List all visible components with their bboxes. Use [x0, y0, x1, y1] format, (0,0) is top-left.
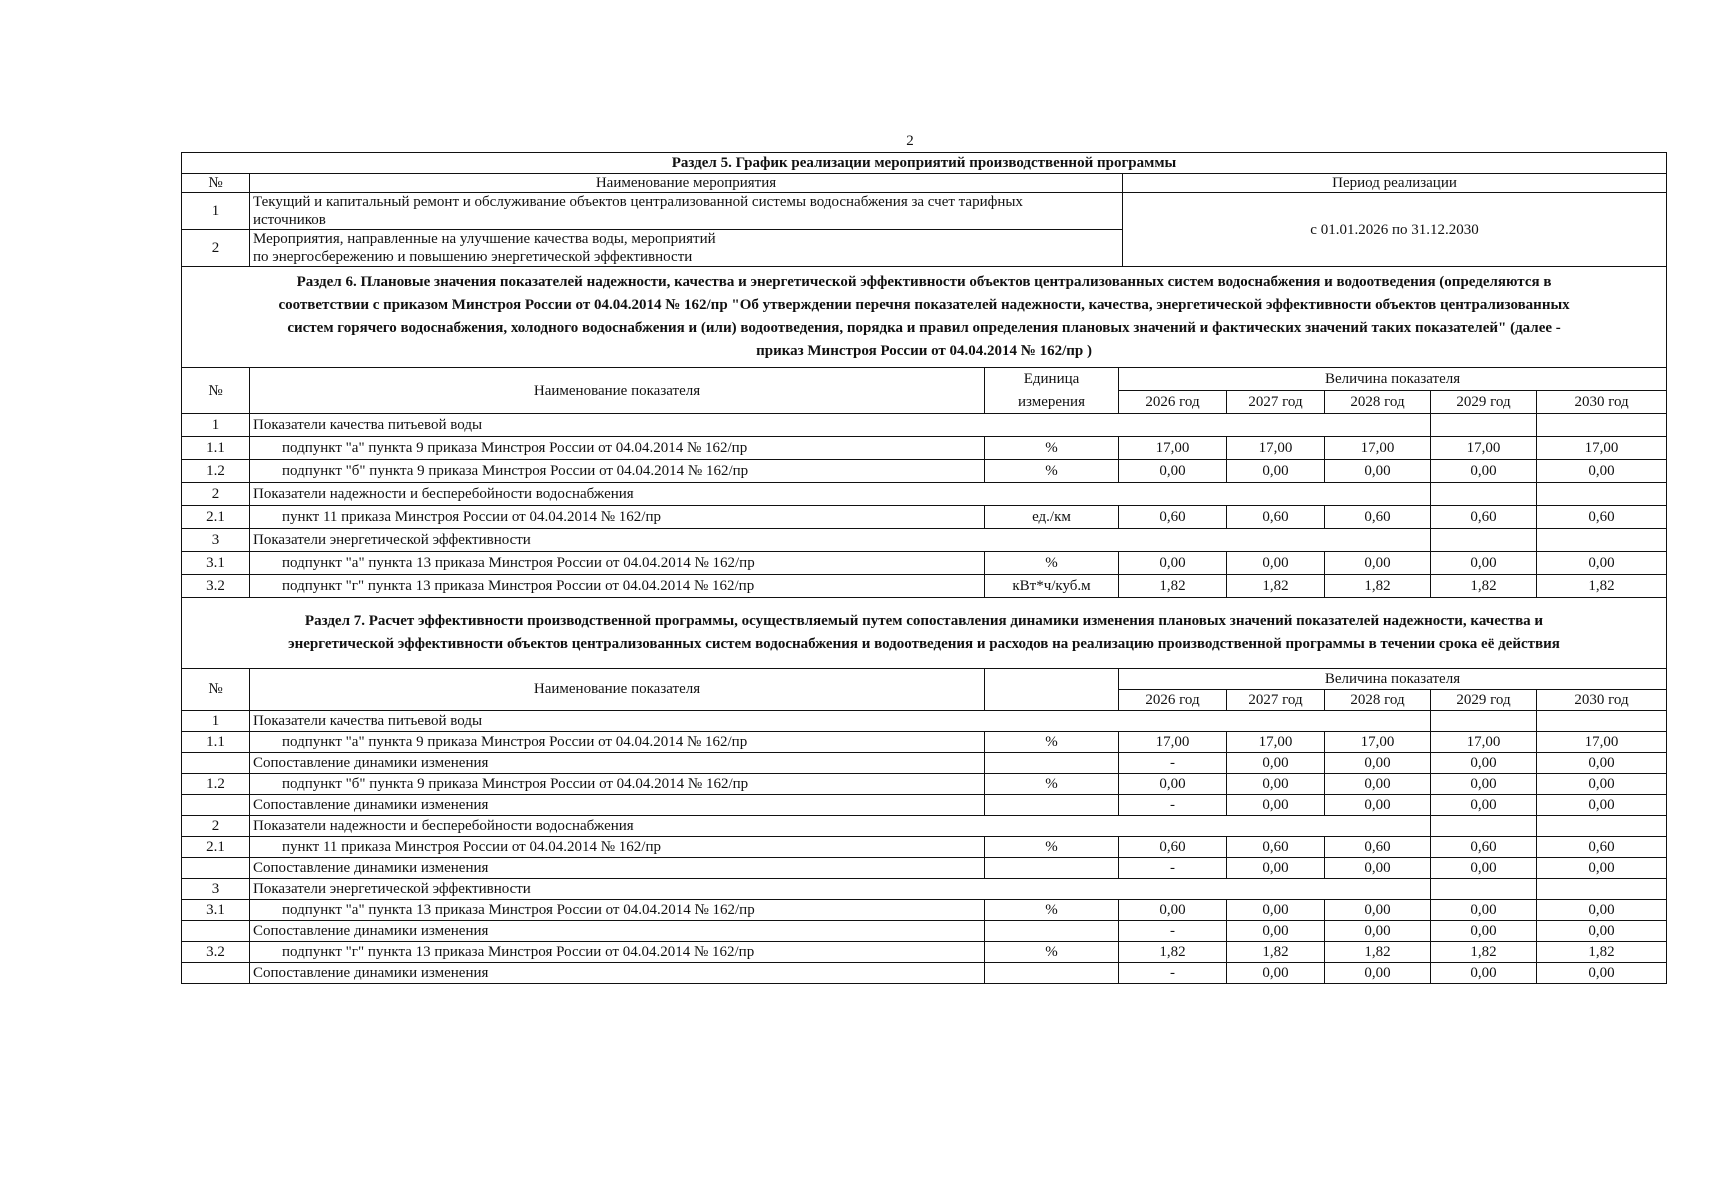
indicator-name: подпункт "а" пункта 13 приказа Минстроя России от 04.04.2014 № 162/пр	[250, 900, 985, 921]
section7-year: 2028 год	[1325, 690, 1431, 711]
comparison-label: Сопоставление динамики изменения	[250, 753, 985, 774]
section6-col-unit: Единица	[985, 368, 1119, 391]
section7-year: 2026 год	[1119, 690, 1227, 711]
unit-cell: ед./км	[985, 506, 1119, 529]
value-cell: 0,00	[1227, 921, 1325, 942]
value-cell: 0,60	[1325, 837, 1431, 858]
comparison-row	[182, 921, 1667, 942]
value-cell: 0,00	[1537, 552, 1667, 575]
section6-year: 2029 год	[1431, 391, 1537, 414]
value-cell: 1,82	[1431, 575, 1537, 598]
row-number	[182, 795, 250, 816]
page-number: 2	[906, 133, 914, 149]
section7-col-no: №	[182, 669, 250, 711]
empty-cell	[1431, 483, 1537, 506]
unit-cell	[985, 921, 1119, 942]
group-name: Показатели качества питьевой воды	[250, 711, 1431, 732]
group-name: Показатели надежности и бесперебойности водоснабжения	[250, 483, 1431, 506]
empty-cell	[1431, 414, 1537, 437]
value-cell: 0,00	[1119, 900, 1227, 921]
value-cell: 0,60	[1325, 506, 1431, 529]
value-cell: 0,00	[1325, 795, 1431, 816]
value-cell: 0,00	[1227, 795, 1325, 816]
value-cell: 17,00	[1431, 437, 1537, 460]
section5-row-line: по энергосбережению и повышению энергетической эффективности	[253, 249, 693, 265]
value-cell: 0,00	[1537, 858, 1667, 879]
value-cell: 0,00	[1431, 921, 1537, 942]
value-cell: -	[1119, 963, 1227, 984]
group-row	[182, 414, 1667, 437]
row-number: 1.2	[182, 460, 250, 483]
unit-cell: %	[985, 774, 1119, 795]
section5-row-no: 1	[182, 193, 250, 230]
row-number: 1.1	[182, 732, 250, 753]
value-cell: 0,60	[1119, 506, 1227, 529]
value-cell: 0,00	[1431, 774, 1537, 795]
section6-col-no: №	[182, 368, 250, 414]
indicator-row	[182, 942, 1667, 963]
group-name: Показатели качества питьевой воды	[250, 414, 1431, 437]
value-cell: 0,60	[1227, 506, 1325, 529]
comparison-row	[182, 963, 1667, 984]
value-cell: 17,00	[1537, 732, 1667, 753]
group-row	[182, 711, 1667, 732]
value-cell: 1,82	[1119, 942, 1227, 963]
indicator-row	[182, 460, 1667, 483]
comparison-row	[182, 753, 1667, 774]
section7-title	[182, 598, 1667, 669]
comparison-row	[182, 795, 1667, 816]
value-cell: 17,00	[1431, 732, 1537, 753]
row-number: 1.2	[182, 774, 250, 795]
comparison-label: Сопоставление динамики изменения	[250, 858, 985, 879]
empty-cell	[1431, 816, 1537, 837]
unit-cell	[985, 963, 1119, 984]
unit-cell	[985, 753, 1119, 774]
value-cell: 17,00	[1119, 732, 1227, 753]
indicator-name: подпункт "б" пункта 9 приказа Минстроя России от 04.04.2014 № 162/пр	[250, 460, 985, 483]
value-cell: 0,60	[1119, 837, 1227, 858]
value-cell: 1,82	[1537, 942, 1667, 963]
row-number: 3.2	[182, 942, 250, 963]
value-cell: 0,00	[1119, 460, 1227, 483]
value-cell: 0,00	[1537, 460, 1667, 483]
value-cell: 0,60	[1431, 506, 1537, 529]
empty-cell	[1537, 414, 1667, 437]
indicator-name: подпункт "а" пункта 13 приказа Минстроя России от 04.04.2014 № 162/пр	[250, 552, 985, 575]
value-cell: -	[1119, 795, 1227, 816]
section7-title-line: Раздел 7. Расчет эффективности производственной программы, осуществляемый путем сопоставления динамики изменения плановых значений показателей надежности, качества и	[304, 613, 1544, 629]
section7-col-value: Величина показателя	[1119, 669, 1667, 690]
section6-title-line: соответствии с приказом Минстроя России от 04.04.2014 № 162/пр "Об утверждении перечня показателей надежности, качества, энергетической эффективности объектов централизованных	[278, 297, 1570, 313]
indicator-row	[182, 900, 1667, 921]
group-row	[182, 529, 1667, 552]
section5-col-no: №	[182, 174, 250, 193]
value-cell: 17,00	[1537, 437, 1667, 460]
value-cell: 0,00	[1431, 753, 1537, 774]
unit-cell: %	[985, 942, 1119, 963]
unit-cell: %	[985, 900, 1119, 921]
indicator-name: пункт 11 приказа Минстроя России от 04.04.2014 № 162/пр	[250, 837, 985, 858]
value-cell: 0,00	[1537, 753, 1667, 774]
value-cell: 0,00	[1537, 795, 1667, 816]
indicator-name: подпункт "г" пункта 13 приказа Минстроя России от 04.04.2014 № 162/пр	[250, 575, 985, 598]
section6-year: 2028 год	[1325, 391, 1431, 414]
section6-year: 2027 год	[1227, 391, 1325, 414]
section6-year: 2026 год	[1119, 391, 1227, 414]
unit-cell: %	[985, 732, 1119, 753]
section5-row-no: 2	[182, 230, 250, 267]
indicator-name: подпункт "а" пункта 9 приказа Минстроя России от 04.04.2014 № 162/пр	[250, 437, 985, 460]
section5-col-name: Наименование мероприятия	[250, 174, 1123, 193]
section7-year: 2029 год	[1431, 690, 1537, 711]
value-cell: 1,82	[1227, 575, 1325, 598]
indicator-name: подпункт "б" пункта 9 приказа Минстроя России от 04.04.2014 № 162/пр	[250, 774, 985, 795]
value-cell: 0,00	[1119, 552, 1227, 575]
value-cell: 17,00	[1325, 732, 1431, 753]
section5-row-name	[250, 193, 1123, 230]
value-cell: 1,82	[1227, 942, 1325, 963]
empty-cell	[1537, 529, 1667, 552]
section6-table	[181, 267, 1667, 598]
value-cell: 1,82	[1431, 942, 1537, 963]
empty-cell	[1537, 879, 1667, 900]
value-cell: 0,00	[1325, 774, 1431, 795]
value-cell: 0,00	[1325, 900, 1431, 921]
value-cell: 0,00	[1227, 774, 1325, 795]
section7-title-line: энергетической эффективности объектов централизованных систем водоснабжения и водоотведения и расходов на реализацию производственной программы в течении срока её действия	[288, 636, 1560, 652]
value-cell: 0,00	[1325, 460, 1431, 483]
unit-cell: %	[985, 437, 1119, 460]
unit-cell: кВт*ч/куб.м	[985, 575, 1119, 598]
empty-cell	[1431, 879, 1537, 900]
value-cell: 0,00	[1431, 963, 1537, 984]
document-body	[181, 152, 1666, 984]
section5-title: Раздел 5. График реализации мероприятий производственной программы	[182, 153, 1667, 174]
comparison-label: Сопоставление динамики изменения	[250, 795, 985, 816]
value-cell: 0,00	[1537, 774, 1667, 795]
empty-cell	[1537, 483, 1667, 506]
value-cell: 17,00	[1325, 437, 1431, 460]
value-cell: 0,00	[1325, 921, 1431, 942]
value-cell: 0,00	[1431, 552, 1537, 575]
indicator-row	[182, 575, 1667, 598]
unit-cell	[985, 858, 1119, 879]
indicator-name: пункт 11 приказа Минстроя России от 04.04.2014 № 162/пр	[250, 506, 985, 529]
value-cell: 1,82	[1119, 575, 1227, 598]
value-cell: 17,00	[1119, 437, 1227, 460]
section7-col-unit	[985, 669, 1119, 711]
row-number: 3.2	[182, 575, 250, 598]
value-cell: -	[1119, 858, 1227, 879]
row-number	[182, 753, 250, 774]
section6-rows	[182, 414, 1667, 598]
unit-cell	[985, 795, 1119, 816]
value-cell: 0,00	[1227, 753, 1325, 774]
section5-row-line: Текущий и капитальный ремонт и обслуживание объектов централизованной системы водоснабжения за счет тарифных	[253, 194, 1023, 210]
row-number: 1	[182, 711, 250, 732]
section6-col-value: Величина показателя	[1119, 368, 1667, 391]
value-cell: 0,00	[1431, 858, 1537, 879]
comparison-label: Сопоставление динамики изменения	[250, 963, 985, 984]
value-cell: 0,60	[1537, 506, 1667, 529]
section7-col-name: Наименование показателя	[250, 669, 985, 711]
value-cell: 0,00	[1325, 858, 1431, 879]
row-number: 2	[182, 816, 250, 837]
value-cell: 1,82	[1325, 575, 1431, 598]
indicator-row	[182, 732, 1667, 753]
unit-cell: %	[985, 552, 1119, 575]
row-number: 2	[182, 483, 250, 506]
section7-year: 2030 год	[1537, 690, 1667, 711]
value-cell: -	[1119, 753, 1227, 774]
value-cell: 0,60	[1227, 837, 1325, 858]
comparison-row	[182, 858, 1667, 879]
value-cell: 0,00	[1119, 774, 1227, 795]
value-cell: 0,60	[1537, 837, 1667, 858]
group-name: Показатели энергетической эффективности	[250, 879, 1431, 900]
section5-row-line: источников	[253, 212, 326, 228]
value-cell: 17,00	[1227, 732, 1325, 753]
value-cell: 0,00	[1227, 552, 1325, 575]
section6-title-line: приказ Минстроя России от 04.04.2014 № 162/пр )	[756, 343, 1093, 359]
value-cell: 17,00	[1227, 437, 1325, 460]
comparison-label: Сопоставление динамики изменения	[250, 921, 985, 942]
row-number: 1	[182, 414, 250, 437]
section5-col-period: Период реализации	[1123, 174, 1667, 193]
row-number: 3	[182, 529, 250, 552]
section6-year: 2030 год	[1537, 391, 1667, 414]
row-number: 3.1	[182, 900, 250, 921]
value-cell: 0,00	[1431, 795, 1537, 816]
row-number: 2.1	[182, 837, 250, 858]
section7-rows	[182, 711, 1667, 984]
section5-table	[181, 152, 1667, 267]
section6-col-name: Наименование показателя	[250, 368, 985, 414]
indicator-row	[182, 774, 1667, 795]
section6-title-line: Раздел 6. Плановые значения показателей надежности, качества и энергетической эффективности объектов централизованных систем водоснабжения и водоотведения (определяются в	[296, 274, 1552, 290]
empty-cell	[1537, 816, 1667, 837]
empty-cell	[1431, 711, 1537, 732]
section7-table	[181, 598, 1667, 984]
row-number: 3	[182, 879, 250, 900]
value-cell: 0,00	[1227, 900, 1325, 921]
value-cell: 0,00	[1325, 753, 1431, 774]
indicator-name: подпункт "г" пункта 13 приказа Минстроя России от 04.04.2014 № 162/пр	[250, 942, 985, 963]
value-cell: 0,00	[1227, 858, 1325, 879]
group-name: Показатели надежности и бесперебойности водоснабжения	[250, 816, 1431, 837]
unit-cell: %	[985, 837, 1119, 858]
value-cell: 0,00	[1537, 900, 1667, 921]
value-cell: 0,60	[1431, 837, 1537, 858]
section6-col-unit-2: измерения	[985, 391, 1119, 414]
indicator-row	[182, 437, 1667, 460]
value-cell: 0,00	[1325, 552, 1431, 575]
row-number: 2.1	[182, 506, 250, 529]
value-cell: 0,00	[1537, 963, 1667, 984]
row-number	[182, 921, 250, 942]
empty-cell	[1431, 529, 1537, 552]
value-cell: 1,82	[1325, 942, 1431, 963]
unit-cell: %	[985, 460, 1119, 483]
value-cell: 0,00	[1431, 900, 1537, 921]
group-row	[182, 483, 1667, 506]
value-cell: -	[1119, 921, 1227, 942]
value-cell: 0,00	[1227, 460, 1325, 483]
group-row	[182, 816, 1667, 837]
section7-year: 2027 год	[1227, 690, 1325, 711]
value-cell: 0,00	[1537, 921, 1667, 942]
section5-row-name	[250, 230, 1123, 267]
section5-period: с 01.01.2026 по 31.12.2030	[1123, 193, 1667, 267]
section6-title-line: систем горячего водоснабжения, холодного водоснабжения и (или) водоотведения, порядка и правил определения плановых значений и фактических значений таких показателей" (далее -	[287, 320, 1561, 336]
value-cell: 0,00	[1431, 460, 1537, 483]
section5-row-line: Мероприятия, направленные на улучшение качества воды, мероприятий	[253, 231, 716, 247]
row-number	[182, 858, 250, 879]
section6-title	[182, 267, 1667, 368]
indicator-name: подпункт "а" пункта 9 приказа Минстроя России от 04.04.2014 № 162/пр	[250, 732, 985, 753]
group-name: Показатели энергетической эффективности	[250, 529, 1431, 552]
value-cell: 0,00	[1325, 963, 1431, 984]
value-cell: 0,00	[1227, 963, 1325, 984]
indicator-row	[182, 552, 1667, 575]
row-number: 1.1	[182, 437, 250, 460]
group-row	[182, 879, 1667, 900]
row-number: 3.1	[182, 552, 250, 575]
row-number	[182, 963, 250, 984]
indicator-row	[182, 837, 1667, 858]
value-cell: 1,82	[1537, 575, 1667, 598]
empty-cell	[1537, 711, 1667, 732]
indicator-row	[182, 506, 1667, 529]
